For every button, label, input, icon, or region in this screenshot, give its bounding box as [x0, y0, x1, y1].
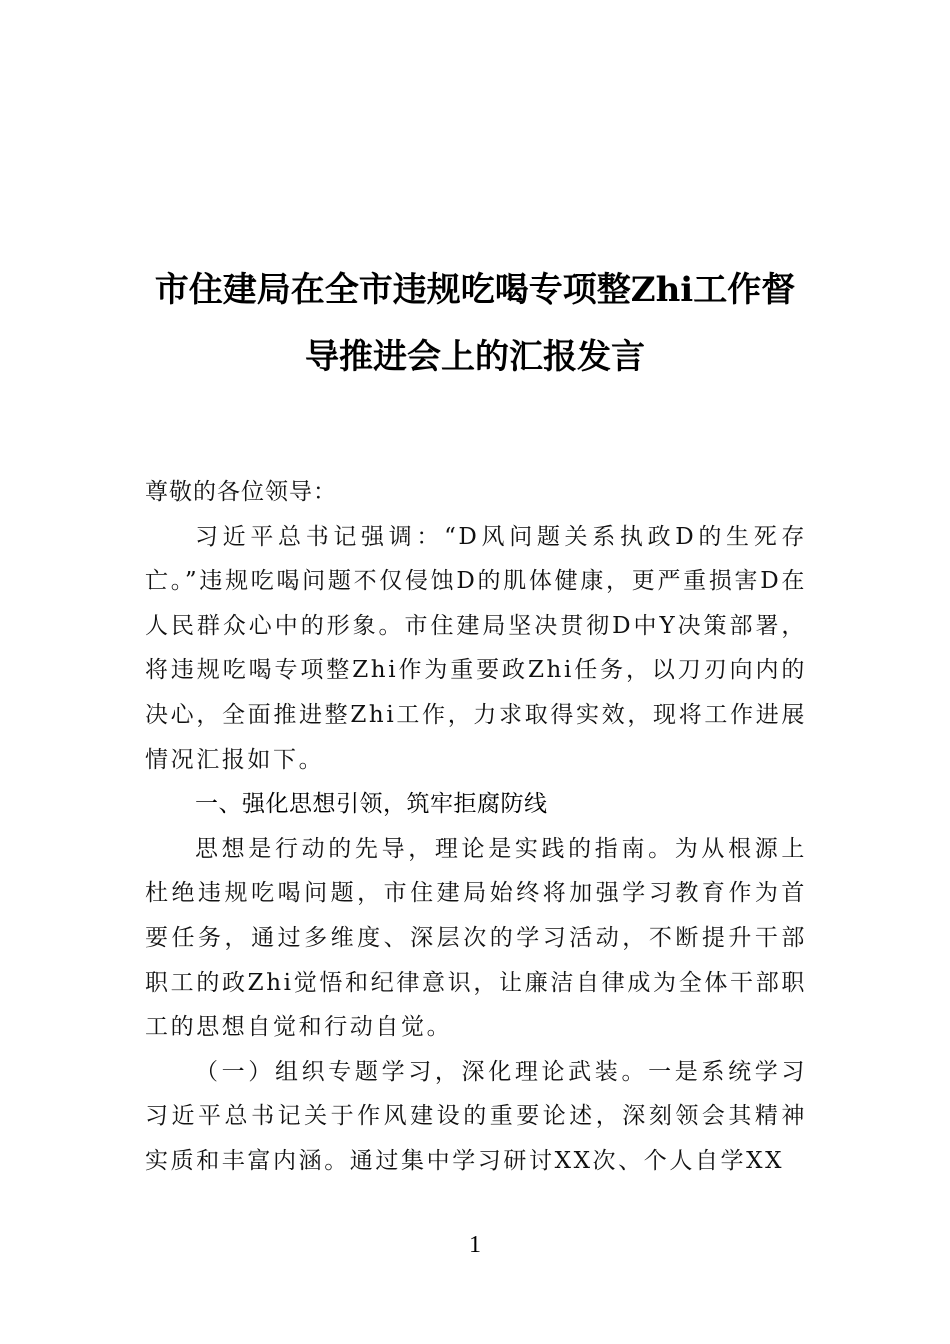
salutation: 尊敬的各位领导： — [145, 479, 337, 505]
intro-paragraph: 习近平总书记强调：“D风问题关系执政D的生死存亡。”违规吃喝问题不仅侵蚀D的肌体健康，更严重损害D在人民群众心中的形象。市住建局坚决贯彻D中Y决策部署，将违规吃喝专项整Zhi作为重要政Zhi任务，以刀刃向内的决心，全面推进整Zhi工作，力求取得实效，现将工作进展情况汇报如下。 — [145, 523, 807, 773]
page-number: 1 — [469, 1232, 481, 1258]
section-1-paragraph: 思想是行动的先导，理论是实践的指南。为从根源上杜绝违规吃喝问题，市住建局始终将加强学习教育作为首要任务，通过多维度、深层次的学习活动，不断提升干部职工的政Zhi觉悟和纪律意识，让廉洁自律成为全体干部职工的思想自觉和行动自觉。 — [145, 835, 807, 1041]
subsection-1-paragraph: （一）组织专题学习，深化理论武装。一是系统学习习近平总书记关于作风建设的重要论述，深刻领会其精神实质和丰富内涵。通过集中学习研讨XX次、个人自学XX — [145, 1058, 807, 1174]
document-title-line-2: 导推进会上的汇报发言 — [305, 337, 645, 377]
section-heading-1: 一、强化思想引领，筑牢拒腐防线 — [195, 791, 548, 818]
document-title-line-1: 市住建局在全市违规吃喝专项整Zhi工作督 — [154, 270, 796, 310]
document-body — [145, 470, 807, 1184]
